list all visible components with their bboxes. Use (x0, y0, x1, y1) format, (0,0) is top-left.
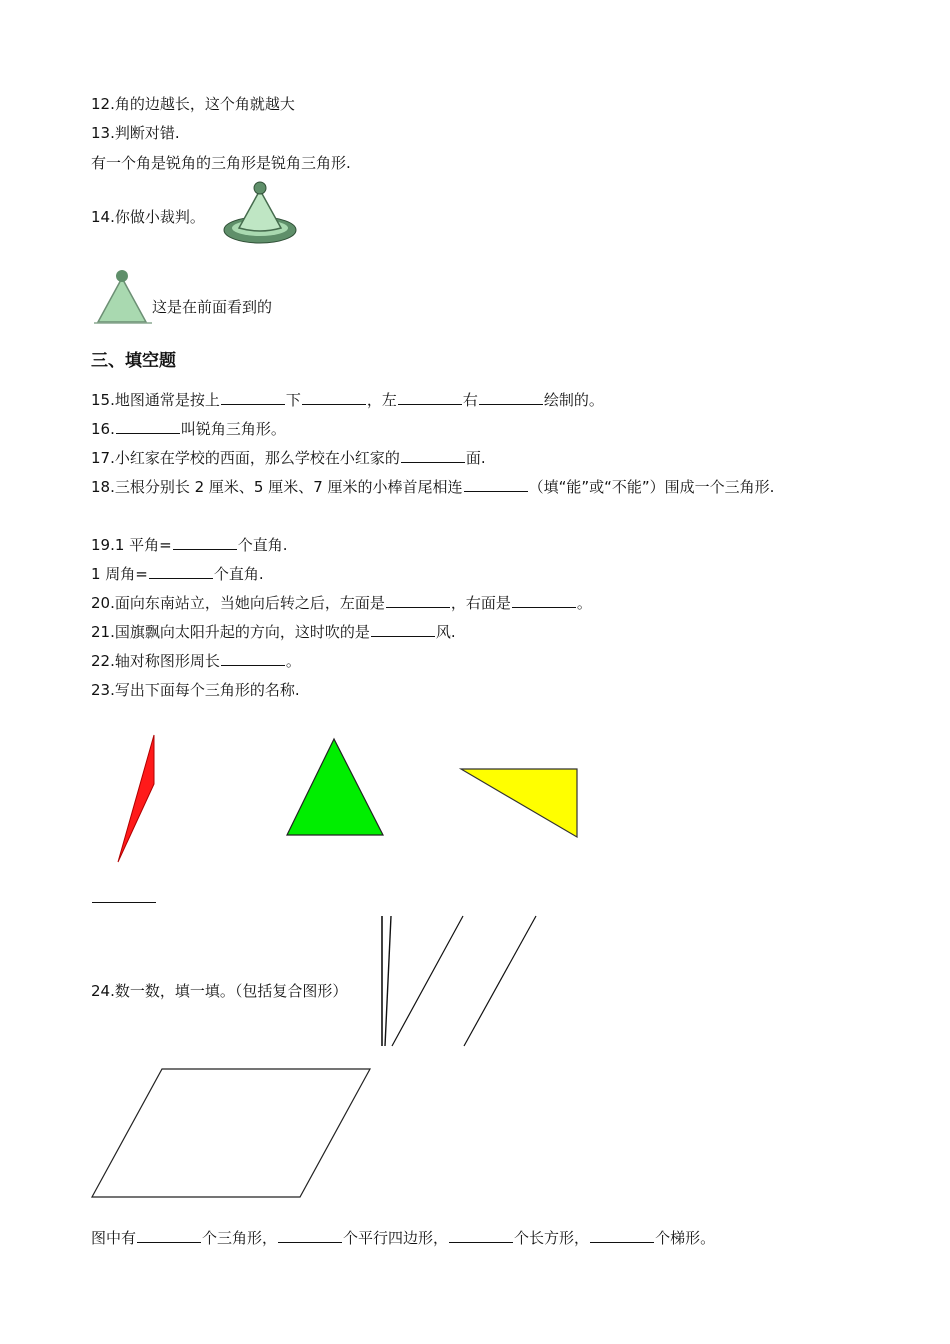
question-20: 20.面向东南站立，当她向后转之后，左面是 ，右面是 。 (91, 594, 592, 612)
question-23-answer-line[interactable] (91, 888, 157, 908)
answer-blank[interactable] (401, 448, 465, 463)
question-24: 24.数一数，填一填。（包括复合图形） (91, 982, 348, 1000)
answer-blank[interactable] (398, 390, 462, 405)
question-19b: 1 周角= 个直角. (91, 565, 264, 583)
answer-blank[interactable] (464, 477, 528, 492)
question-15: 15.地图通常是按上 下 ，左 右 绘制的。 (91, 391, 604, 409)
hat-top-view-image (222, 180, 298, 244)
answer-blank[interactable] (371, 622, 435, 637)
answer-blank[interactable] (449, 1228, 513, 1243)
yellow-right-triangle (459, 766, 581, 840)
question-14-title: 14.你做小裁判。 (91, 208, 205, 226)
question-12: 12.角的边越长，这个角就越大 (91, 95, 295, 113)
parallelogram-figure (88, 1066, 376, 1202)
question-21: 21.国旗飘向太阳升起的方向，这时吹的是 风. (91, 623, 456, 641)
answer-blank[interactable] (278, 1228, 342, 1243)
answer-blank[interactable] (479, 390, 543, 405)
answer-blank[interactable] (149, 564, 213, 579)
question-14-caption: 这是在前面看到的 (152, 298, 273, 316)
answer-blank[interactable] (221, 651, 285, 666)
slanted-lines-figure (378, 913, 540, 1049)
answer-blank[interactable] (512, 593, 576, 608)
hat-front-view-image (94, 268, 152, 326)
answer-blank[interactable] (173, 535, 237, 550)
green-acute-triangle (284, 736, 388, 840)
question-22: 22.轴对称图形周长 。 (91, 652, 301, 670)
question-23: 23.写出下面每个三角形的名称. (91, 681, 300, 699)
answer-blank[interactable] (221, 390, 285, 405)
question-17: 17.小红家在学校的西面，那么学校在小红家的 面. (91, 449, 486, 467)
red-obtuse-triangle (112, 732, 160, 866)
answer-blank[interactable] (116, 419, 180, 434)
question-13-title: 13.判断对错. (91, 124, 180, 142)
question-24-answer: 图中有 个三角形， 个平行四边形， 个长方形， 个梯形。 (91, 1229, 716, 1247)
answer-blank[interactable] (590, 1228, 654, 1243)
answer-blank[interactable] (137, 1228, 201, 1243)
question-13-text: 有一个角是锐角的三角形是锐角三角形. (91, 154, 351, 172)
question-16: 16. 叫锐角三角形。 (91, 420, 286, 438)
answer-blank[interactable] (386, 593, 450, 608)
section-3-title: 三、填空题 (91, 351, 176, 371)
answer-blank[interactable] (302, 390, 366, 405)
question-18: 18.三根分别长 2 厘米、5 厘米、7 厘米的小棒首尾相连 （填“能”或“不能”）围成一个三角形. (91, 478, 775, 496)
question-19a: 19.1 平角= 个直角. (91, 536, 288, 554)
